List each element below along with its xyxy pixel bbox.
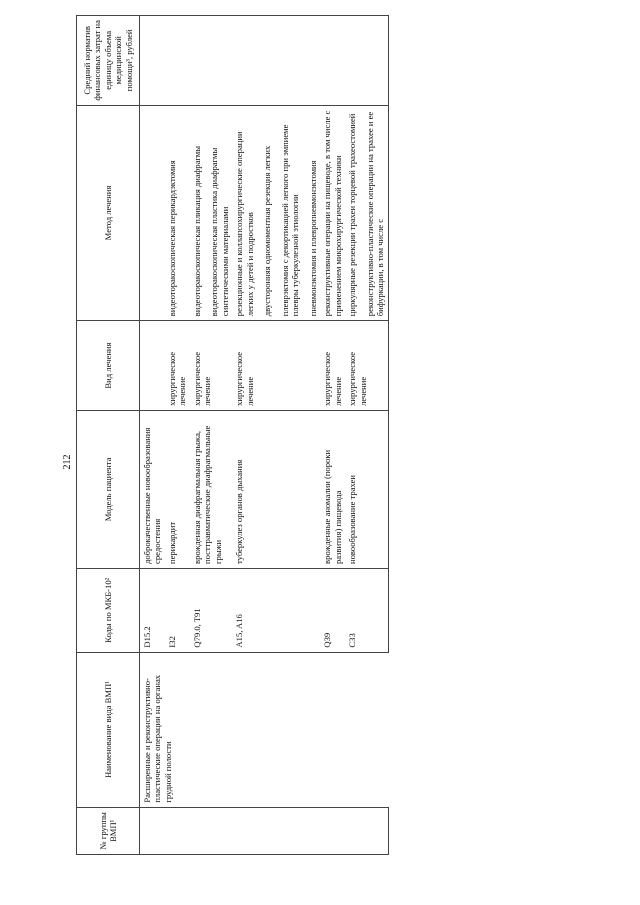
header-method: Метод лечения [77,105,140,321]
header-group: № группы ВМП¹ [77,807,140,854]
method-cell [190,105,232,321]
method-cell [140,105,165,321]
code-cell: Q79.0, T91 [190,568,232,652]
method-item: двусторонняя одномоментная резекция легких [262,145,273,317]
header-codes: Коды по МКБ-10² [77,568,140,652]
code-cell: C33 [345,568,388,652]
header-cost: Средний норматив финансовых затрат на единицу объема медицинской помощи³, рублей [77,16,140,106]
type-cell: хирургическое лечение [345,321,388,411]
table-header-row [77,16,140,855]
type-cell: хирургическое лечение [320,321,345,411]
header-name: Наименование вида ВМП¹ [77,652,140,807]
page-number: 212 [62,454,73,470]
group-name-cell: Расширенные и реконструктивно-пластические операции на органах грудной полости [140,652,389,807]
method-item: видеоторакоскопическая пластика диафрагмы синтетическими материалами [209,147,230,317]
method-cell [165,105,190,321]
method-cell [232,105,320,321]
method-item: резекционные и коллапсохирургические операции легких у детей и подростков [234,131,255,317]
method-item: пневмонэктомия и плевропневмонэктомия [307,160,318,317]
type-cell [140,321,165,411]
type-cell: хирургическое лечение [190,321,232,411]
method-item: видеоторакоскопическая перикардэктомия [166,160,177,317]
header-type: Вид лечения [77,321,140,411]
method-item: реконструктивно-пластические операции на трахее и ее бифуркации, в том числе с [364,111,386,317]
vmp-table [76,15,389,855]
code-cell: A15, A16 [232,568,320,652]
model-cell: врожденная диафрагмальная грыжа, посттравматические диафрагмальные грыжи [190,410,232,568]
code-cell: I32 [165,568,190,652]
model-cell: туберкулез органов дыхания [232,410,320,568]
header-model: Модель пациента [77,410,140,568]
model-cell: доброкачественные новообразования средостения [140,410,165,568]
table-row [140,16,165,855]
method-cell [345,105,388,321]
code-cell: D15.2 [140,568,165,652]
method-cell [320,105,345,321]
type-cell: хирургическое лечение [232,321,320,411]
model-cell: врожденные аномалии (пороки развития) пищевода [320,410,345,568]
model-cell: новообразование трахеи [345,410,388,568]
method-item: реконструктивные операции на пищеводе, в том числе с применением микрохирургической техники [322,110,343,317]
method-item: плеврэктомия с декортикацией легкого при эмпиеме плевры туберкулезной этиологии [279,124,301,317]
method-item: циркулярные резекции трахеи торцевой трахеостомией [347,113,358,317]
code-cell: Q39 [320,568,345,652]
model-cell: перикардит [165,410,190,568]
type-cell: хирургическое лечение [165,321,190,411]
method-item: видеоторакоскопическая пликация диафрагмы [191,145,202,317]
